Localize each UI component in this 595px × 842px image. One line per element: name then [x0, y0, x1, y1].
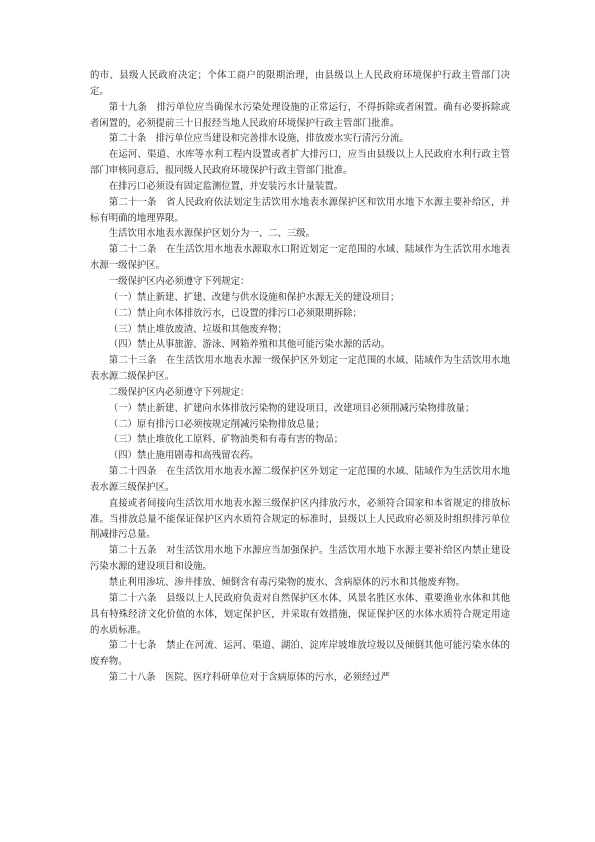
paragraph: 第二十八条 医院、医疗科研单位对于含病原体的污水，必须经过严: [108, 672, 391, 684]
paragraph: 第二十一条 省人民政府依法划定生活饮用水地表水源保护区和饮用水地下水源主要补给区，并标有明确的地理界限。: [90, 196, 510, 224]
paragraph: 生活饮用水地表水源保护区划分为一、二、三级。: [108, 228, 316, 240]
paragraph: （三）禁止堆放废渣、垃圾和其他废弃物；: [108, 323, 287, 335]
paragraph: 在运河、渠道、水库等水利工程内设置或者扩大排污口，应当由县级以上人民政府水利行政主管部门审核同意后，报同级人民政府环境保护行政主管部门批准。: [90, 149, 510, 177]
paragraph: 禁止利用渗坑、渗井排放、倾倒含有毒污染物的废水、含病原体的污水和其他废弃物。: [108, 577, 466, 588]
paragraph: 第二十五条 对生活饮用水地下水源应当加强保护。生活饮用水地下水源主要补给区内禁止建设污染水源的建设项目和设施。: [90, 545, 510, 573]
paragraph: （二）禁止向水体排放污水，已设置的排污口必须限期拆除；: [108, 307, 362, 319]
paragraph: （三）禁止堆放化工原料、矿物油类和有毒有害的物品；: [108, 434, 344, 446]
paragraph: （四）禁止从事旅游、游泳、网箱养殖和其他可能污染水源的活动。: [108, 339, 391, 351]
paragraph: 第二十七条 禁止在河流、运河、渠道、湖泊、淀库岸坡堆放垃圾以及倾倒其他可能污染水体的废弃物。: [90, 640, 510, 668]
paragraph: （一）禁止新建、扩建向水体排放污染物的建设项目，改建项目必须削减污染物排放量；: [108, 402, 475, 414]
paragraph: 一级保护区内必须遵守下列规定：: [108, 275, 250, 287]
paragraph: 第二十三条 在生活饮用水地表水源一级保护区外划定一定范围的水域、陆域作为生活饮用水地表水源二级保护区。: [90, 355, 510, 383]
paragraph: 第二十四条 在生活饮用水地表水源二级保护区外划定一定范围的水域、陆域作为生活饮用水地表水源三级保护区。: [90, 466, 510, 493]
paragraph: 直接或者间接向生活饮用水地表水源三级保护区内排放污水，必须符合国家和本省规定的排放标准。当排放总量不能保证保护区内水质符合规定的标准时，县级以上人民政府必须及时组织排污单位削减排污总量。: [90, 497, 510, 541]
paragraph: 第二十六条 县级以上人民政府负责对自然保护区水体、风景名胜区水体、重要渔业水体和其他具有特殊经济文化价值的水体，划定保护区，并采取有效措施，保证保护区的水体水质符合规定用途的水质标准。: [90, 592, 510, 636]
paragraph: 的市、县级人民政府决定；个体工商户的限期治理，由县级以上人民政府环境保护行政主管部门决定。: [90, 70, 510, 97]
paragraph: 在排污口必须设有固定监测位置，并安装污水计量装置。: [108, 180, 344, 192]
paragraph: （二）原有排污口必须按规定削减污染物排放总量；: [108, 418, 325, 430]
paragraph: （四）禁止施用剧毒和高残留农药。: [108, 450, 259, 462]
paragraph: 第二十条 排污单位应当建设和完善排水设施，排放废水实行清污分流。: [108, 133, 409, 145]
paragraph: （一）禁止新建、扩建、改建与供水设施和保护水源无关的建设项目；: [108, 291, 400, 303]
paragraph: 第二十二条 在生活饮用水地表水源取水口附近划定一定范围的水域、陆域作为生活饮用水地表水源一级保护区。: [90, 244, 510, 272]
document-body: [90, 68, 510, 686]
paragraph: 第十九条 排污单位应当确保水污染处理设施的正常运行，不得拆除或者闲置。确有必要拆除或者闲置的，必须提前三十日报经当地人民政府环境保护行政主管部门批准。: [90, 101, 510, 129]
paragraph: 二级保护区内必须遵守下列规定：: [108, 386, 250, 398]
